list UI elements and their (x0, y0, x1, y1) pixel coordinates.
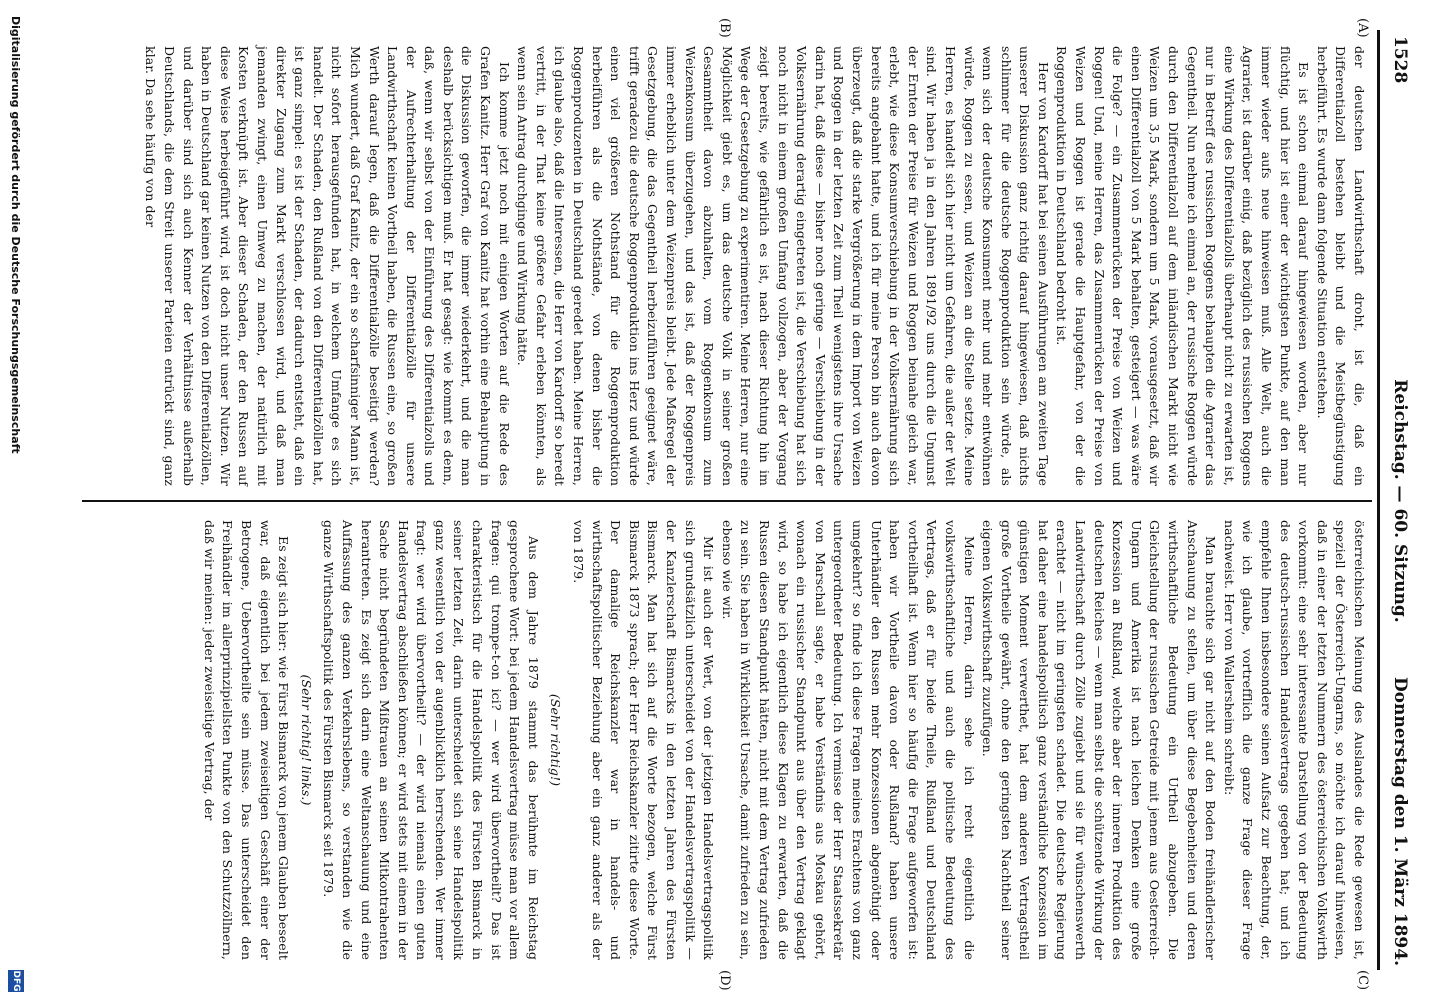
session-date: Donnerstag den 1. März 1894. (1390, 676, 1410, 966)
paragraph: Herr von Kardorff hat bei seinen Ausführungen am zweiten Tage unserer Diskussion ganz richtig darauf hingewiesen, daß nichts schlimmer für die deutsche Roggenproduktion sein würde, als wenn sich der deutsche Konsument mehr und mehr entwöhnen würde, Roggen zu essen, und Weizen an die Stelle setzte. Meine Herren, es handelt sich hier nicht um Gefahren, die außer der Welt sind. Wir haben ja in den Jahren 1891/92 uns durch die Ungunst der Ernten der Preise für Weizen und Roggen beinahe gleich war, erlebt, wie diese Konsumverschiebung in der Volksernährung sich bereits angebahnt hatte, und ich für meine Person bin auch davon überzeugt, daß die starke Vergrößerung in dem Import von Weizen und Roggen in der letzten Zeit zum Theil wenigstens ihre Ursache darin hat, daß diese — bisher noch geringe — Verschiebung in der Volksernährung derartig eingetreten ist, die Verschiebung hat sich noch nicht in einem großen Umfang vollzogen, aber der Vorgang zeigt bereits, wie gefährlich es ist, nach dieser Richtung hin im Wege der Gesetzgebung zu experimentiren. Meine Herren, nur eine Möglichkeit giebt es, um das deutsche Volk in seiner großen Gesammtheit davon abzuhalten, vom Roggenkonsum zum Weizenkonsum überzugehen, und das ist, daß der Roggenpreis immer erheblich unter dem Weizenpreis bleibt. Jede Maßregel der Gesetzgebung, die das Gegentheil herbeizuführen geeignet wäre, trifft geradezu die deutsche Roggenproduktion ins Herz und würde einen viel größeren Nothstand für die Roggenproduktion herbeiführen als die Nothstände, von denen bisher die Roggenproduzenten in Deutschland geredet haben. Meine Herren, ich glaube also, daß die Interessen, die Herr von Kardorff so beredt vertritt, in der That keine größere Gefahr erleben könnten, als wenn sein Antrag durchginge und Wirkung hätte. (515, 46, 1051, 486)
paragraph: Mir ist auch der Wert, von der jetzigen Handelsvertragspolitik sich grundsätzlich unterscheidet von der Handelsvertragspolitik — der Kanzlerschaft Bismarcks in den letzten Jahren des Fürsten Bismarck. Man hat sich auf die Worte bezogen, welche Fürst Bismarck 1873 sprach; der Herr Reichskanzler zitirte diese Worte. Der damalige Reichskanzler war in handels- und wirthschaftspolitischer Beziehung aber ein ganz anderer als der von 1879. (571, 520, 717, 960)
page-number: 1528 (1390, 36, 1410, 84)
paragraph: Man brauchte sich gar nicht auf den Boden freihändlerischer Anschauung zu stellen, um über diese Begebenheiten und deren wirthschaftliche Bedeutung ein Urtheil abzugeben. Die Gleichstellung der russischen Getreide mit jenem aus Oesterreich-Ungarn und Amerika ist nach leichen Denken eine große Konzession an Rußland, welche aber der inneren Produktion des deutschen Reiches — wenn man selbst die schützende Wirkung der Landwirthschaft durch Zölle zugiebt und sie für wünschenswerth erachtet — nicht im geringsten schadet. Die deutsche Regierung hat daher eine handelspolitisch ganz verständliche Konzession im günstigen Moment verwerthet, hat dem anderen Vertragstheil große Vortheile gewährt, ohne den geringsten Nachtheil seiner eigenen Volkswirthschaft zuzufügen. (980, 520, 1219, 960)
interjection-note: (Sehr richtig! links.) (298, 674, 314, 806)
session-title: Reichstag. — 60. Sitzung. (1390, 379, 1410, 623)
paragraph: Meine Herren, darin sehe ich recht eigentlich die volkswirthschaftliche und auch die politische Bedeutung des Vertrags, daß er für beide Theile, Rußland und Deutschland vortheilhaft ist. Wenn hier so häufig die Frage aufgeworfen ist: haben wir Vortheile davon oder Rußland? haben unsere Unterhändler den Russen mehr Konzessionen abgenöthigt oder umgekehrt? so finde ich diese Fragen meines Erachtens von ganz untergeordneter Bedeutung. Ich vermisse der Herr Staatssekretär von Marschall sagte, er habe Verständnis aus Moskau gehört, wonach ein russischer Standpunkt aus über den Vertrag geklagt wird, so habe ich eigentlich diese Klagen zu erwarten, daß die Russen diesen Standpunkt hätten, nicht mit dem Vertrag zufrieden zu sein. Sie haben in Wirklichkeit Ursache, damit zufrieden zu sein, ebenso wie wir. (719, 520, 977, 960)
paragraph: Es zeigt sich hier: wie Fürst Bismarck von jenem Glauben beseelt war, daß eigentlich bei jedem zweiseitigen Geschäft einer der Betrogene, Uebervortheilte sein müsse. Das unterscheidet den Freihändler im allerprinzipiellsten Punkte von den Schutzzöllnern, daß wir meinen: jeder zweiseitige Vertrag, der (201, 520, 292, 960)
page-header (1382, 36, 1416, 966)
paragraph: Aus dem Jahre 1879 stammt das berühmte im Reichstag gesprochene Wort: bei jedem Handelsvertrag müsse man vor allem fragen: qui trompe-t-on ici? — wer wird übervortheilt? Das ist charakteristisch für die Handelspolitik des Fürsten Bismarck in seiner letzten Zeit, darin unterscheidet sich seine Handelspolitik ganz wesentlich von der augenblicklich herrschenden. Wer immer fragt: wer wird übervortheilt? — der wird niemals einen guten Handelsvertrag abschließen können; er wird stets mit einem in der Sache nicht begründeten Mißtrauen an seinen Mitkontrahenten herantreten. Es zeigt sich darin eine Weltanschauung und eine Auffassung des ganzen Verkehrslebens, so verstanden wie die ganze Wirthschaftspolitik des Fürsten Bismarck seit 1879. (321, 520, 541, 960)
left-column (141, 46, 1368, 486)
paragraph: Ich komme jetzt noch mit einigen Worten auf die Rede des Grafen Kanitz. Herr Graf von Kanitz hat vorhin eine Behauptung in die Diskussion geworfen, die immer wiederkehrt, und die man deshalb berücksichtigen muß. Er hat gesagt: wie kommt es denn, daß, wenn wir selbst von der Einführung des Differentialzolls und der Aufrechterhaltung der Differentialzölle für unsere Landwirthschaft keinen Vortheil haben, die Russen eine, so großen Werth darauf legen, daß die Differentialzölle beseitigt werden? Mich wundert, daß Graf Kanitz, der ein so scharfsinniger Mann ist, nicht sofort herausgefunden hat, in welchem Umfange es sich handelt. Der Schaden, den Rußland von den Differentialzöllen hat, ist ganz simpel: es ist der Schaden, der dadurch entsteht, daß ein direkter Zugang zum Markt verschlossen wird, und daß man jemanden zwingt, einen Umweg zu machen, der natürlich mit Kosten verknüpft ist. Aber dieser Schaden, der den Russen auf diese Weise herbeigeführt wird, ist doch nicht unser Nutzen. Wir haben in Deutschland gar keinen Nutzen von den Differentialzöllen, und darüber sind sich auch Kenner der Verhältnisse außerhalb Deutschlands, die dem Streit unserer Parteien entrückt sind, ganz klar. Da sehe häufig von der (143, 46, 512, 486)
column-divider (82, 500, 1372, 502)
dfg-logo: DFG (8, 970, 24, 992)
right-column (199, 520, 1368, 960)
funding-notice: Digitalisierung gefördert durch die Deutsche Forschungsgemeinschaft (9, 16, 22, 454)
header-rule (1377, 30, 1380, 970)
margin-mark-b: (B) (717, 18, 732, 38)
paragraph: Es ist schon einmal darauf hingewiesen worden, aber nur flüchtig, und hier ist einer der wichtigsten Punkte, auf den man immer wieder aufs neue hinweisen muß. Alle Welt, auch die Agrarier, ist darüber einig, daß bezüglich des russischen Roggens eine Wirkung des Differentialzolls überhaupt nicht zu erwarten ist, nur in Betreff des russischen Roggens behaupten die Agrarier das Gegentheil. Nun nehme ich einmal an, der russische Roggen würde durch den Differentialzoll auf dem inländischen Markt nicht wie Weizen um 3,5 Mark, sondern um 5 Mark, vorausgesetzt, daß wir einen Differentialzoll von 5 Mark behalten, gesteigert — was wäre die Folge? — ein Zusammenrücken der Preise von Weizen und Roggen! Und, meine Herren, das Zusammenrücken der Preise von Weizen und Roggen ist gerade die Hauptgefahr, von der die Roggenproduktion in Deutschland bedroht ist. (1054, 46, 1312, 486)
paragraph: österreichischen Meinung des Auslandes die Rede gewesen ist, speziell der Österreich-Ungarns, so möchte ich darauf hinweisen, daß in einer der letzten Nummern des österreichischen Volkswirth vorkommt: eine sehr interessante Darstellung von der Bedeutung des deutsch-russischen Handelsvertrags gegeben hat; und ich empfehle Ihnen insbesondere seinen Aufsatz zur Beachtung, der, wie ich glaube, vortrefflich die ganze Frage dieser Frage nachweist. Herr von Wallersheim schreibt: (1221, 520, 1367, 960)
margin-mark-c: (C) (1355, 970, 1370, 991)
paragraph: der deutschen Landwirthschaft droht, ist die, daß ein Differentialzoll bestehen bleibt und die Meistbegünstigung herbeiführt. Es wurde dann folgende Situation entstehen. (1314, 46, 1367, 486)
interjection-note: (Sehr richtig!) (548, 693, 564, 787)
margin-mark-d: (D) (717, 970, 732, 991)
digitization-footer (0, 0, 30, 1000)
margin-mark-a: (A) (1355, 18, 1370, 38)
